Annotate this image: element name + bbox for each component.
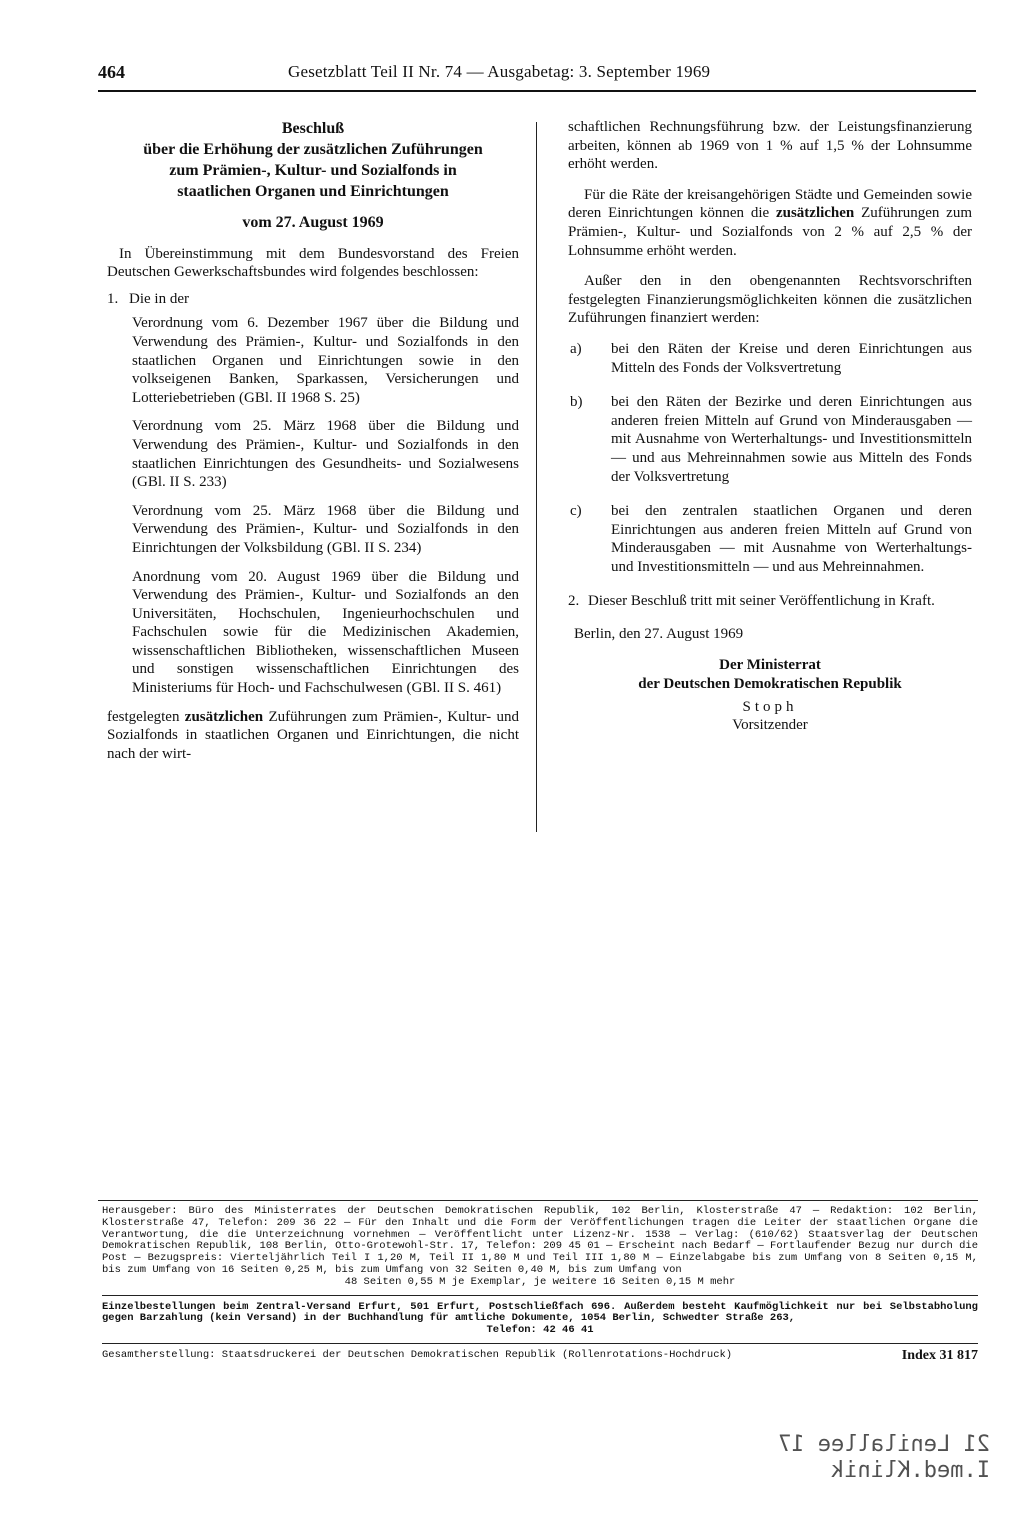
closing-paragraph bbox=[107, 708, 519, 764]
imprint-text: Herausgeber: Büro des Ministerrates der Deutschen Demokratischen Republik, 102 Berlin, Klosterstraße 47 — Redaktion: 102 Berlin, Klosterstraße 47, Telefon: 209 36 22 — Für den Inhalt und die Form der Veröffentlichungen tragen die Leiter der staatlichen Organe die Verantwortung, die die Unterzeichnung vornehmen — Veröffentlicht unter Lizenz-Nr. 1538 — Verlag: (610/62) Staatsverlag der Deutschen Demokratischen Republik, 108 Berlin, Otto-Grotewohl-Str. 17, Telefon: 209 45 01 — Erscheint nach Bedarf — Fortlaufender Bezug nur durch die Post — Bezugspreis: Vierteljährlich Teil I 1,20 M, Teil II 1,80 M und Teil III 1,80 M — Einzelabgabe bis zum Umfang von 8 Seiten 0,15 M, bis zum Umfang von 16 Seiten 0,25 M, bis zum Umfang von 32 Seiten 0,40 M, bis zum Umfang von bbox=[102, 1205, 978, 1276]
intro-paragraph: In Übereinstimmung mit dem Bundesvorstand des Freien Deutschen Gewerkschaftsbundes wird folgendes beschlossen: bbox=[107, 245, 519, 281]
decision-title bbox=[107, 118, 519, 202]
index-number: Index 31 817 bbox=[901, 1347, 978, 1363]
running-head: Gesetzblatt Teil II Nr. 74 — Ausgabetag: 3. September 1969 bbox=[288, 62, 711, 81]
right-column bbox=[568, 118, 972, 735]
sub-item bbox=[568, 393, 972, 486]
title-line: staatlichen Organen und Einrichtungen bbox=[177, 183, 449, 200]
sub-item-label: a) bbox=[570, 340, 582, 357]
sub-item bbox=[568, 340, 972, 377]
column-divider bbox=[536, 122, 537, 832]
sub-item-text: bei den zentralen staatlichen Organen und deren Einrichtungen aus anderen freien Mitteln auf Grund von Minderausgaben — mit Ausnahme von Werterhaltungs- und Investitionsmitteln — und aus Mehreinnahmen. bbox=[611, 503, 972, 575]
title-line: über die Erhöhung der zusätzlichen Zuführungen bbox=[143, 141, 483, 158]
item-number: 2. bbox=[568, 593, 580, 610]
item-2 bbox=[568, 592, 972, 611]
closing-text: festgelegten bbox=[107, 708, 180, 725]
closing-emphasis: zusätzlichen bbox=[184, 708, 264, 725]
orders-text: Einzelbestellungen beim Zentral-Versand Erfurt, 501 Erfurt, Postschließfach 696. Außerdem besteht Kaufmöglichkeit nur bei Selbstabholung gegen Barzahlung (kein Versand) in der Buchhandlung für amtliche Dokumente, 1054 Berlin, Schwedter Straße 263, bbox=[102, 1300, 978, 1325]
sub-item-label: b) bbox=[570, 394, 583, 411]
paragraph-text: Zuführungen zum Prämien-, Kultur- und Sozialfonds von 2 % auf 2,5 % der Lohnsumme erhöht werden. bbox=[568, 205, 973, 259]
page-number: 464 bbox=[98, 62, 125, 82]
imprint-footer bbox=[102, 1206, 978, 1362]
item-text: Dieser Beschluß tritt mit seiner Veröffentlichung in Kraft. bbox=[588, 593, 935, 610]
closing-text: Zuführungen zum Prämien-, Kultur- und Sozialfonds in staatlichen Organen und Einrichtungen, die nicht nach der wirt- bbox=[107, 708, 519, 762]
stamp-line: 21 Lenilallee 17 bbox=[778, 1432, 990, 1457]
sub-item-text: bei den Räten der Bezirke und deren Einrichtungen aus anderen freien Mitteln auf Grund von Minderausgaben — mit Ausnahme von Werterhaltungs- und Investitionsmitteln — und aus Mehreinnahmen sowie aus Mitteln des Fonds der Volksvertretung bbox=[611, 394, 972, 485]
sub-item-text: bei den Räten der Kreise und deren Einrichtungen aus Mitteln des Fonds der Volksvertretung bbox=[611, 340, 972, 376]
signer-title: Vorsitzender bbox=[732, 717, 808, 734]
legal-reference: Anordnung vom 20. August 1969 über die Bildung und Verwendung des Prämien-, Kultur- und Sozialfonds an den Universitäten, Hochschulen, Ingenieurhochschulen und Fachschulen sowie für die Medizinischen Akademien, wissenschaftlichen Bibliotheken, wissenschaftlichen Museen und sonstigen wissenschaftlichen Einrichtungen des Ministeriums für Hoch- und Fachschulwesen (GBl. II S. 461) bbox=[132, 568, 519, 697]
page-header bbox=[98, 62, 978, 92]
paragraph-emphasis: zusätzlichen bbox=[775, 205, 855, 222]
title-line: Beschluß bbox=[281, 120, 345, 137]
signer-line: der Deutschen Demokratischen Republik bbox=[638, 675, 902, 692]
item-lead: Die in der bbox=[129, 290, 189, 307]
continuation-paragraph: schaftlichen Rechnungsführung bzw. der Leistungsfinanzierung arbeiten, können ab 1969 von 1 % auf 1,5 % der Lohnsumme erhöht werden. bbox=[568, 119, 972, 173]
signer-line: Der Ministerrat bbox=[719, 656, 821, 673]
left-column bbox=[107, 118, 519, 763]
paragraph bbox=[568, 186, 972, 260]
decision-date: vom 27. August 1969 bbox=[242, 214, 384, 231]
library-stamp bbox=[720, 1432, 990, 1484]
item-1-head bbox=[107, 290, 519, 309]
footer-divider bbox=[102, 1295, 978, 1296]
header-rule bbox=[98, 90, 976, 92]
item-number: 1. bbox=[107, 290, 119, 307]
footer-divider bbox=[102, 1343, 978, 1344]
paragraph-text: Für die Räte der kreisangehörigen Städte und Gemeinden sowie deren Einrichtungen können die bbox=[568, 186, 972, 222]
orders-phone: Telefon: 42 46 41 bbox=[486, 1324, 594, 1337]
legal-reference: Verordnung vom 25. März 1968 über die Bildung und Verwendung des Prämien-, Kultur- und Sozialfonds in den Einrichtungen der Volksbildung (GBl. II S. 234) bbox=[132, 502, 519, 556]
stamp-line: I.med.Klinik bbox=[831, 1458, 990, 1483]
imprint-tail: 48 Seiten 0,55 M je Exemplar, je weitere 16 Seiten 0,15 M mehr bbox=[344, 1275, 736, 1288]
legal-reference: Verordnung vom 25. März 1968 über die Bildung und Verwendung des Prämien-, Kultur- und Sozialfonds in den staatlichen Einrichtungen des Gesundheits- und Sozialwesens (GBl. II S. 233) bbox=[132, 418, 519, 491]
printer-line bbox=[102, 1347, 978, 1363]
sub-item-label: c) bbox=[570, 503, 582, 520]
signer-name: Stoph bbox=[742, 698, 798, 715]
printer-text: Gesamtherstellung: Staatsdruckerei der Deutschen Demokratischen Republik (Rollenrotations-Hochdruck) bbox=[102, 1348, 733, 1361]
legal-reference: Verordnung vom 6. Dezember 1967 über die Bildung und Verwendung des Prämien-, Kultur- und Sozialfonds in den staatlichen Organen und Einrichtungen sowie in den volkseigenen Banken, Sparkassen, Versicherungen und Lotteriebetrieben (GBl. II 1968 S. 25) bbox=[132, 315, 519, 406]
signer-body bbox=[568, 656, 972, 694]
title-line: zum Prämien-, Kultur- und Sozialfonds in bbox=[169, 162, 457, 179]
sub-item bbox=[568, 502, 972, 576]
footer-rule bbox=[98, 1200, 978, 1201]
place-date: Berlin, den 27. August 1969 bbox=[574, 626, 744, 643]
paragraph: Außer den in den obengenannten Rechtsvorschriften festgelegten Finanzierungsmöglichkeiten können die zusätzlichen Zuführungen finanziert werden: bbox=[568, 273, 972, 327]
